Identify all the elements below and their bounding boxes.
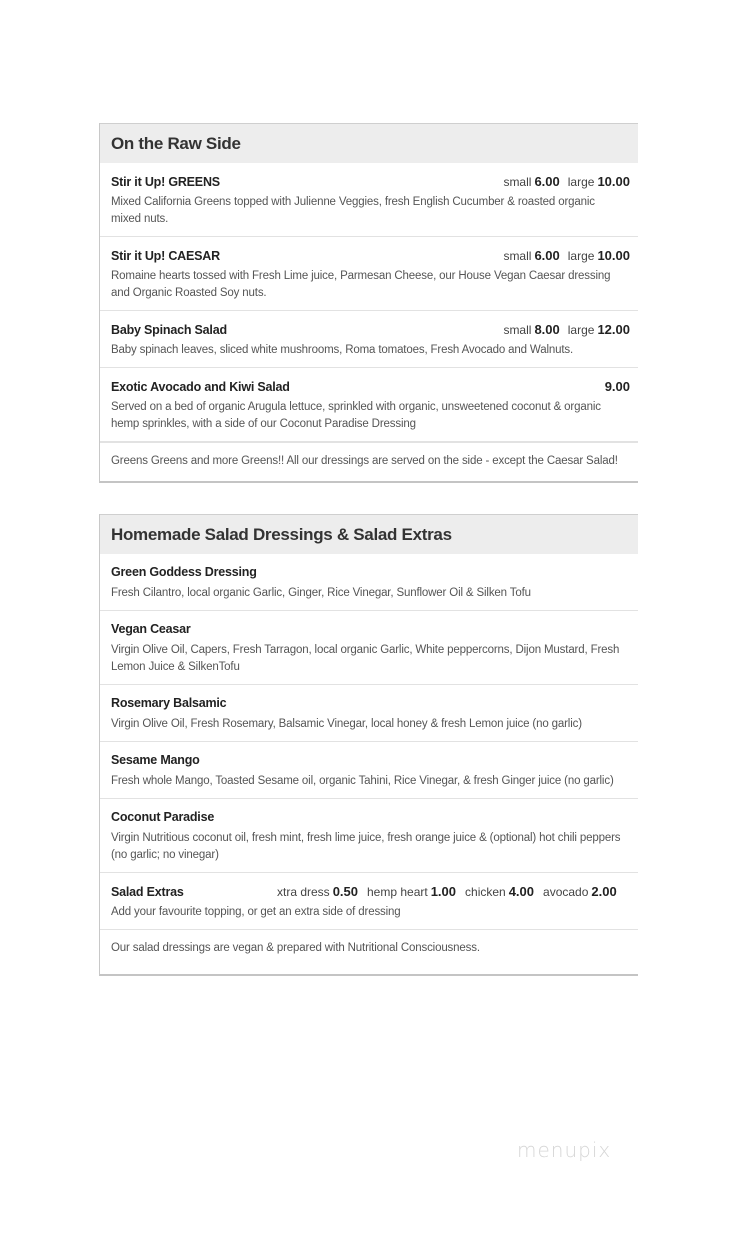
item-description: Virgin Olive Oil, Capers, Fresh Tarragon, local organic Garlic, White peppercorns, Dijon Mustard, Fresh Lemon Juice & SilkenTofu <box>111 644 620 673</box>
dressings-section <box>99 514 638 976</box>
menu-item <box>100 742 638 799</box>
price-value: 4.00 <box>508 884 535 899</box>
price-label: chicken <box>465 885 506 899</box>
item-description: Virgin Olive Oil, Fresh Rosemary, Balsamic Vinegar, local honey & fresh Lemon juice (no garlic) <box>111 718 582 730</box>
section-title: Homemade Salad Dressings & Salad Extras <box>111 524 452 544</box>
item-description: Served on a bed of organic Arugula lettuce, sprinkled with organic, unsweetened coconut & organic hemp sprinkles, with a side of our Coconut Paradise Dressing <box>111 401 601 430</box>
price-label: xtra dress <box>277 885 330 899</box>
price-label: avocado <box>543 885 589 899</box>
menu-item <box>100 799 638 873</box>
item-description: Fresh whole Mango, Toasted Sesame oil, organic Tahini, Rice Vinegar, & fresh Ginger juice (no garlic) <box>111 775 614 787</box>
menu-item <box>100 611 638 685</box>
item-name: Exotic Avocado and Kiwi Salad <box>111 380 290 394</box>
price-value: 10.00 <box>597 248 630 263</box>
section-note: Our salad dressings are vegan & prepared with Nutritional Consciousness. <box>111 942 480 954</box>
price-value: 9.00 <box>604 379 630 394</box>
price-label: large <box>567 175 595 189</box>
menupix-watermark: menupix <box>517 1138 612 1162</box>
item-prices <box>503 248 630 263</box>
menu-item <box>100 163 638 237</box>
price-label: large <box>567 249 595 263</box>
item-description: Romaine hearts tossed with Fresh Lime juice, Parmesan Cheese, our House Vegan Caesar dressing and Organic Roasted Soy nuts. <box>111 270 611 299</box>
item-name: Vegan Ceasar <box>111 622 191 636</box>
dressings-header <box>100 514 638 554</box>
item-description: Mixed California Greens topped with Julienne Veggies, fresh English Cucumber & roasted organic mixed nuts. <box>111 196 595 225</box>
price-value: 6.00 <box>534 248 560 263</box>
price-label: hemp heart <box>367 885 428 899</box>
menu-item <box>100 237 638 311</box>
item-description: Add your favourite topping, or get an extra side of dressing <box>111 906 401 918</box>
salad-extras-item <box>100 873 638 930</box>
price-value: 0.50 <box>332 884 358 899</box>
item-name: Sesame Mango <box>111 753 200 767</box>
extras-prices <box>277 884 617 899</box>
section-title: On the Raw Side <box>111 133 241 153</box>
section-note: Greens Greens and more Greens!! All our dressings are served on the side - except the Caesar Salad! <box>100 442 638 481</box>
menu-item <box>100 311 638 368</box>
price-value: 10.00 <box>597 174 630 189</box>
menu-item <box>100 685 638 742</box>
item-prices <box>605 379 630 394</box>
price-value: 6.00 <box>534 174 560 189</box>
menu-item <box>100 554 638 611</box>
item-name: Green Goddess Dressing <box>111 565 257 579</box>
item-name: Salad Extras <box>111 885 184 899</box>
raw-side-header <box>100 123 638 163</box>
item-name: Rosemary Balsamic <box>111 696 227 710</box>
price-value: 2.00 <box>591 884 617 899</box>
item-name: Baby Spinach Salad <box>111 323 227 337</box>
item-prices <box>503 174 630 189</box>
price-value: 8.00 <box>534 322 560 337</box>
item-prices <box>503 322 630 337</box>
item-description: Virgin Nutritious coconut oil, fresh mint, fresh lime juice, fresh orange juice & (optional) hot chili peppers (no garlic; no vinegar) <box>111 832 621 861</box>
item-name: Stir it Up! GREENS <box>111 175 220 189</box>
price-label: large <box>567 323 595 337</box>
price-label: small <box>503 175 532 189</box>
price-label: small <box>503 323 532 337</box>
raw-side-section <box>99 123 638 483</box>
item-name: Coconut Paradise <box>111 810 215 824</box>
item-name: Stir it Up! CAESAR <box>111 249 220 263</box>
price-label: small <box>503 249 532 263</box>
price-value: 1.00 <box>430 884 457 899</box>
item-description: Fresh Cilantro, local organic Garlic, Ginger, Rice Vinegar, Sunflower Oil & Silken Tofu <box>111 587 531 599</box>
menu-item <box>100 368 638 442</box>
price-value: 12.00 <box>597 322 630 337</box>
item-description: Baby spinach leaves, sliced white mushrooms, Roma tomatoes, Fresh Avocado and Walnuts. <box>111 344 574 356</box>
